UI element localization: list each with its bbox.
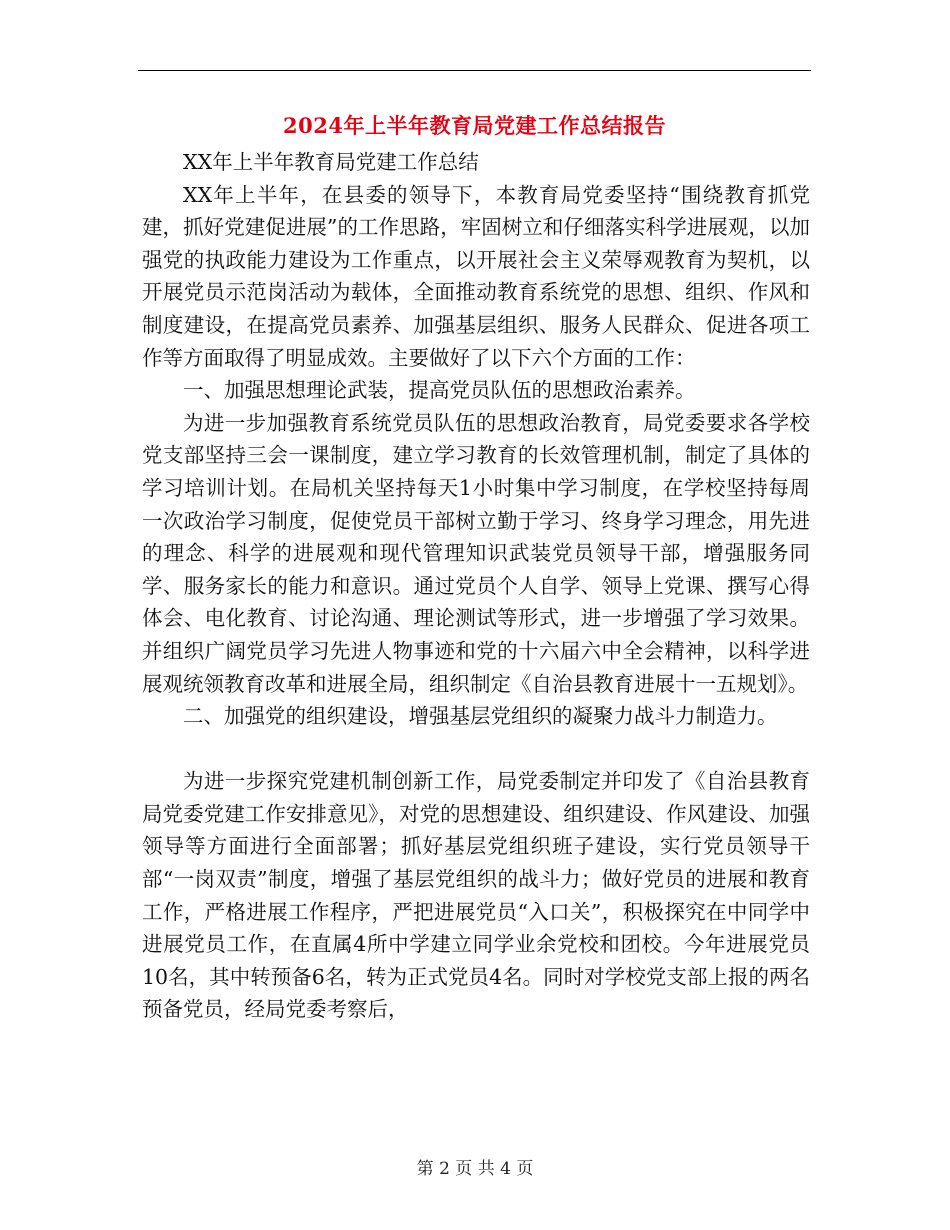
page-number: 第 2 页 共 4 页 (416, 1159, 534, 1179)
section-1-paragraph: 为进一步加强教育系统党员队伍的思想政治教育，局党委要求各学校党支部坚持三会一课制度，建立学习教育的长效管理机制，制定了具体的学习培训计划。在局机关坚持每天1小时集中学习制度，在学校坚持每周一次政治学习制度，促使党员干部树立勤于学习、终身学习理念，用先进的理念、科学的进展观和现代管理知识武装党员领导干部，增强服务同学、服务家长的能力和意识。通过党员个人自学、领导上党课、撰写心得体会、电化教育、讨论沟通、理论测试等形式，进一步增强了学习效果。并组织广阔党员学习先进人物事迹和党的十六届六中全会精神，以科学进展观统领教育改革和进展全局，组织制定《自治县教育进展十一五规划》。 (142, 410, 810, 696)
document-body (142, 146, 810, 1026)
intro-paragraph: XX年上半年，在县委的领导下，本教育局党委坚持“围绕教育抓党建，抓好党建促进展”的工作思路，牢固树立和仔细落实科学进展观，以加强党的执政能力建设为工作重点，以开展社会主义荣辱观教育为契机，以开展党员示范岗活动为载体，全面推动教育系统党的思想、组织、作风和制度建设，在提高党员素养、加强基层组织、服务人民群众、促进各项工作等方面取得了明显成效。主要做好了以下六个方面的工作： (142, 182, 810, 370)
subtitle-paragraph: XX年上半年教育局党建工作总结 (183, 150, 479, 174)
header-rule (138, 70, 811, 71)
section-heading-1: 一、加强思想理论武装，提高党员队伍的思想政治素养。 (183, 378, 696, 403)
document-title: 2024年上半年教育局党建工作总结报告 (283, 113, 666, 138)
section-2-paragraph: 为进一步探究党建机制创新工作，局党委制定并印发了《自治县教育局党委党建工作安排意见》，对党的思想建设、组织建设、作风建设、加强领导等方面进行全面部署；抓好基层党组织班子建设，实行党员领导干部“一岗双责”制度，增强了基层党组织的战斗力；做好党员的进展和教育工作，严格进展工作程序，严把进展党员“入口关”，积极探究在中同学中进展党员工作，在直属4所中学建立同学业余党校和团校。今年进展党员10名，其中转预备6名，转为正式党员4名。同时对学校党支部上报的两名预备党员，经局党委考察后， (142, 769, 810, 1022)
section-heading-2: 二、加强党的组织建设，增强基层党组织的凝聚力战斗力制造力。 (183, 704, 778, 729)
